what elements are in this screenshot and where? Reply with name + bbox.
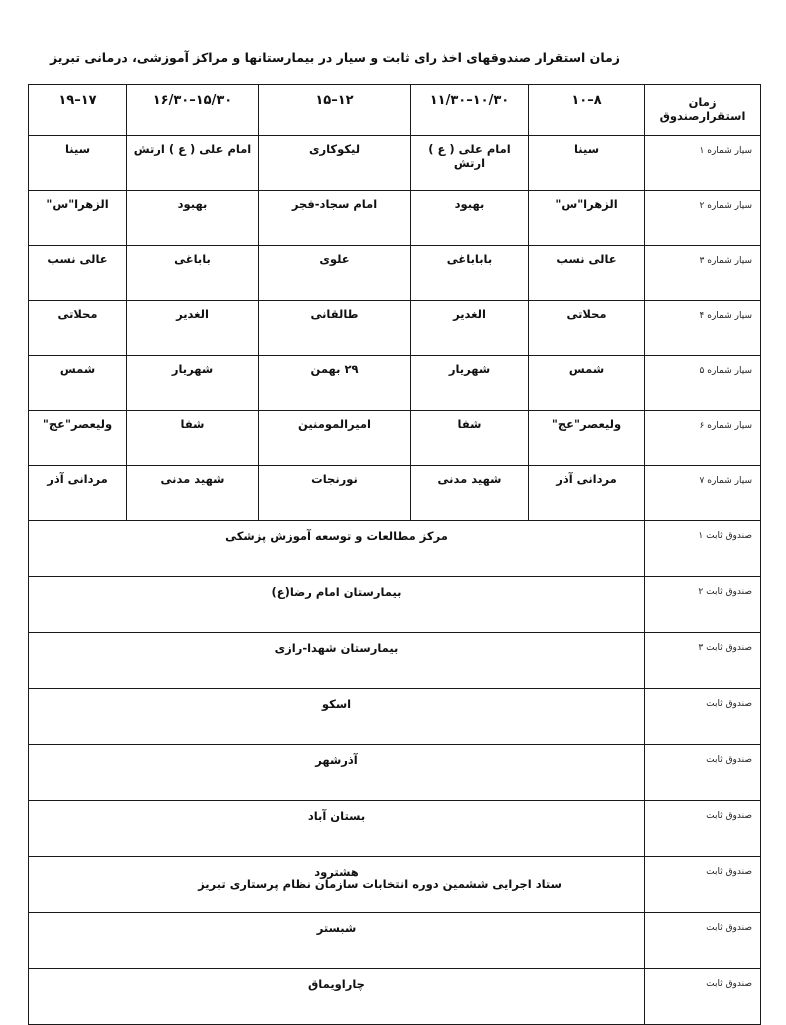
row-label: صندوق ثابت ۱	[645, 521, 761, 577]
table-cell: مردانی آذر	[529, 466, 645, 521]
table-cell: سینا	[29, 136, 127, 191]
fixed-box-location: هشترود	[29, 857, 645, 913]
fixed-box-location: بستان آباد	[29, 801, 645, 857]
mobile-box-row	[29, 191, 761, 246]
row-label: صندوق ثابت	[645, 913, 761, 969]
table-cell: نورنجات	[259, 466, 411, 521]
table-cell: ولیعصر"عج"	[529, 411, 645, 466]
fixed-box-location: شبستر	[29, 913, 645, 969]
mobile-box-row	[29, 411, 761, 466]
table-cell: شمس	[29, 356, 127, 411]
table-cell: لیکوکاری	[259, 136, 411, 191]
table-cell: مردانی آذر	[29, 466, 127, 521]
table-cell: شهید مدنی	[411, 466, 529, 521]
table-cell: ولیعصر"عج"	[29, 411, 127, 466]
table-cell: عالی نسب	[29, 246, 127, 301]
row-label: سیار شماره ۱	[645, 136, 761, 191]
table-cell: شفا	[411, 411, 529, 466]
table-cell: بهبود	[411, 191, 529, 246]
fixed-box-row	[29, 577, 761, 633]
row-label: سیار شماره ۲	[645, 191, 761, 246]
time-slot-4: ۱۵/۳۰–۱۶/۳۰	[127, 85, 259, 136]
fixed-box-location: بیمارستان امام رضا(ع)	[29, 577, 645, 633]
fixed-box-location: چاراویماق	[29, 969, 645, 1025]
row-label: صندوق ثابت	[645, 857, 761, 913]
table-cell: شمس	[529, 356, 645, 411]
fixed-box-row	[29, 913, 761, 969]
row-label: صندوق ثابت ۳	[645, 633, 761, 689]
fixed-box-location: مرکز مطالعات و توسعه آموزش پزشکی	[29, 521, 645, 577]
table-cell: الزهرا"س"	[29, 191, 127, 246]
table-cell: الغدیر	[127, 301, 259, 356]
table-cell: امام علی ( ع ) ارتش	[411, 136, 529, 191]
mobile-box-row	[29, 466, 761, 521]
table-cell: شهریار	[127, 356, 259, 411]
table-cell: باباغی	[127, 246, 259, 301]
time-slot-5: ۱۷–۱۹	[29, 85, 127, 136]
row-label: سیار شماره ۷	[645, 466, 761, 521]
fixed-box-location: آذرشهر	[29, 745, 645, 801]
table-cell: محلاتی	[529, 301, 645, 356]
row-label: سیار شماره ۶	[645, 411, 761, 466]
header-row	[29, 85, 761, 136]
table-cell: شهریار	[411, 356, 529, 411]
row-label: سیار شماره ۵	[645, 356, 761, 411]
row-label: سیار شماره ۳	[645, 246, 761, 301]
row-label: صندوق ثابت	[645, 801, 761, 857]
table-cell: محلاتی	[29, 301, 127, 356]
fixed-box-location: اسکو	[29, 689, 645, 745]
table-cell: امام علی ( ع ) ارتش	[127, 136, 259, 191]
mobile-box-row	[29, 356, 761, 411]
time-slot-2: ۱۰/۳۰–۱۱/۳۰	[411, 85, 529, 136]
fixed-box-row	[29, 689, 761, 745]
table-cell: الغدیر	[411, 301, 529, 356]
mobile-box-row	[29, 246, 761, 301]
table-cell: طالقانی	[259, 301, 411, 356]
row-label: صندوق ثابت	[645, 745, 761, 801]
table-cell: عالی نسب	[529, 246, 645, 301]
time-slot-1: ۸–۱۰	[529, 85, 645, 136]
header-label: زمان استقرارصندوق	[645, 85, 761, 136]
table-cell: بهبود	[127, 191, 259, 246]
table-cell: باباباغی	[411, 246, 529, 301]
fixed-box-row	[29, 801, 761, 857]
table-cell: امام سجاد-فجر	[259, 191, 411, 246]
mobile-box-row	[29, 301, 761, 356]
table-cell: علوی	[259, 246, 411, 301]
document-title: زمان استقرار صندوقهای اخذ رای ثابت و سیار در بیمارستانها و مراکز آموزشی، درمانی تبریز	[50, 50, 620, 65]
row-label: صندوق ثابت ۲	[645, 577, 761, 633]
time-slot-3: ۱۲–۱۵	[259, 85, 411, 136]
table-cell: الزهرا"س"	[529, 191, 645, 246]
fixed-box-row	[29, 521, 761, 577]
fixed-box-location: بیمارستان شهدا-رازی	[29, 633, 645, 689]
document-footer: ستاد اجرایی ششمین دوره انتخابات سازمان نظام پرستاری تبریز	[198, 877, 562, 891]
mobile-box-row	[29, 136, 761, 191]
row-label: صندوق ثابت	[645, 969, 761, 1025]
table-cell: شفا	[127, 411, 259, 466]
row-label: سیار شماره ۴	[645, 301, 761, 356]
row-label: صندوق ثابت	[645, 689, 761, 745]
fixed-box-row	[29, 745, 761, 801]
fixed-box-row	[29, 633, 761, 689]
table-cell: سینا	[529, 136, 645, 191]
table-cell: ۲۹ بهمن	[259, 356, 411, 411]
fixed-box-row	[29, 969, 761, 1025]
table-cell: شهید مدنی	[127, 466, 259, 521]
table-cell: امیرالمومنین	[259, 411, 411, 466]
